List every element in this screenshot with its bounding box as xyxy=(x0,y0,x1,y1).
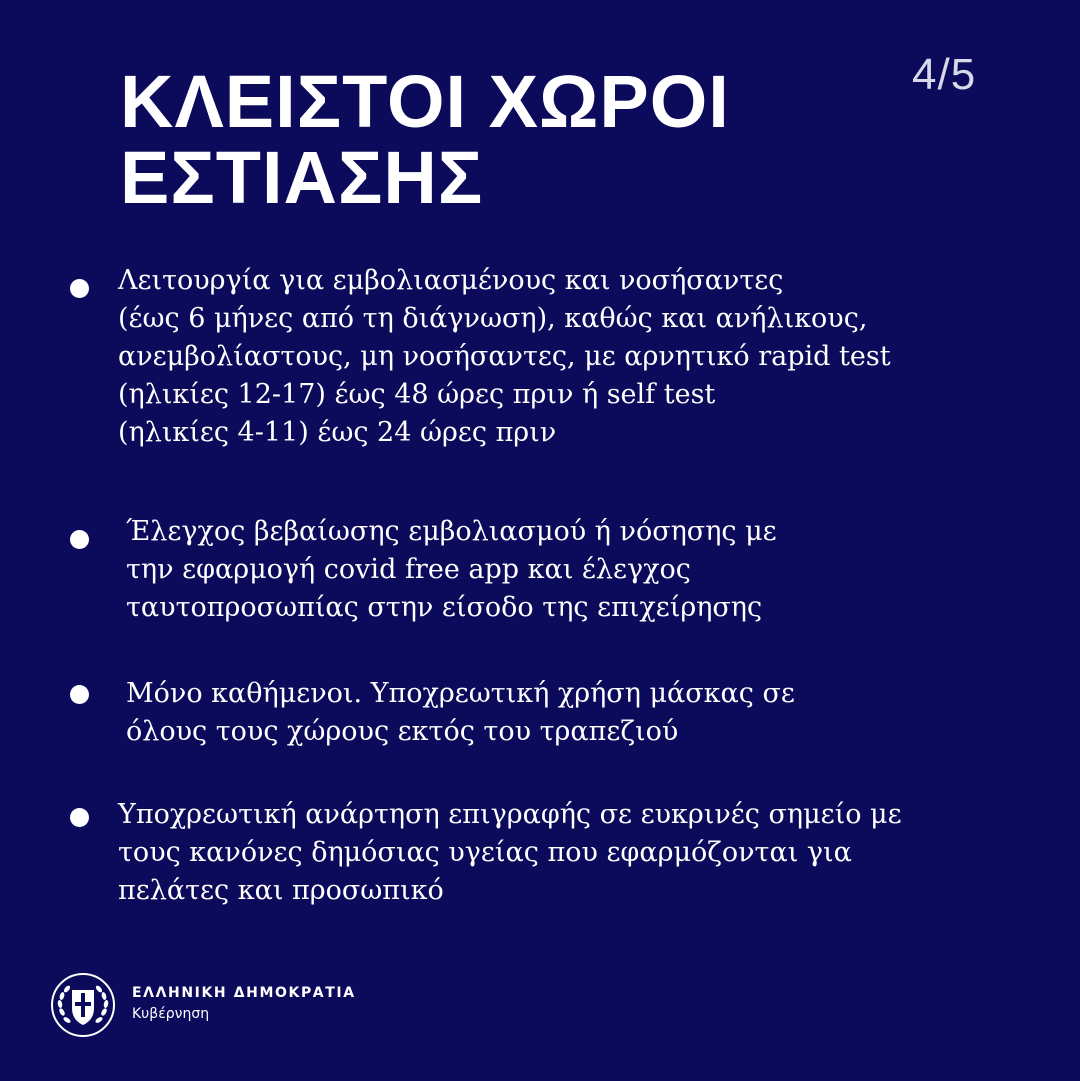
greek-coat-of-arms-icon xyxy=(50,972,116,1038)
text-line: (έως 6 μήνες από τη διάγνωση), καθώς και ανήλικους, xyxy=(118,303,868,334)
text-line: (ηλικίες 12-17) έως 48 ώρες πριν ή self test xyxy=(118,379,716,410)
text-line: (ηλικίες 4-11) έως 24 ώρες πριν xyxy=(118,417,557,448)
bullet-dot-icon xyxy=(70,685,89,704)
bullet-dot-icon xyxy=(70,530,89,549)
government-name: ΕΛΛΗΝΙΚΗ ΔΗΜΟΚΡΑΤΙΑ xyxy=(132,985,356,1001)
text-line: Λειτουργία για εμβολιασμένους και νοσήσαντες xyxy=(118,265,784,296)
page-title xyxy=(120,60,730,219)
title-line: ΕΣΤΙΑΣΗΣ xyxy=(120,136,484,219)
text-line: Έλεγχος βεβαίωσης εμβολιασμού ή νόσησης με xyxy=(126,516,777,547)
text-line: Υποχρεωτική ανάρτηση επιγραφής σε ευκρινές σημείο με xyxy=(118,799,902,830)
list-item-text xyxy=(118,796,902,910)
government-subtitle: Κυβέρνηση xyxy=(132,1006,210,1022)
bullet-dot-icon xyxy=(70,279,89,298)
text-line: τους κανόνες δημόσιας υγείας που εφαρμόζονται για xyxy=(118,837,852,868)
text-line: ταυτοπροσωπίας στην είσοδο της επιχείρησης xyxy=(126,592,763,623)
bullet-dot-icon xyxy=(70,808,89,827)
text-line: την εφαρμογή covid free app και έλεγχος xyxy=(126,554,691,585)
text-line: Μόνο καθήμενοι. Υποχρεωτική χρήση μάσκας σε xyxy=(126,678,795,709)
text-line: όλους τους χώρους εκτός του τραπεζιού xyxy=(126,716,679,747)
list-item-text xyxy=(118,262,891,452)
text-line: πελάτες και προσωπικό xyxy=(118,875,444,906)
title-line: ΚΛΕΙΣΤΟΙ ΧΩΡΟΙ xyxy=(120,60,730,143)
text-line: ανεμβολίαστους, μη νοσήσαντες, με αρνητικό rapid test xyxy=(118,341,891,372)
list-item-text xyxy=(126,513,777,627)
list-item-text xyxy=(126,675,795,751)
page-counter: 4/5 xyxy=(912,50,977,99)
